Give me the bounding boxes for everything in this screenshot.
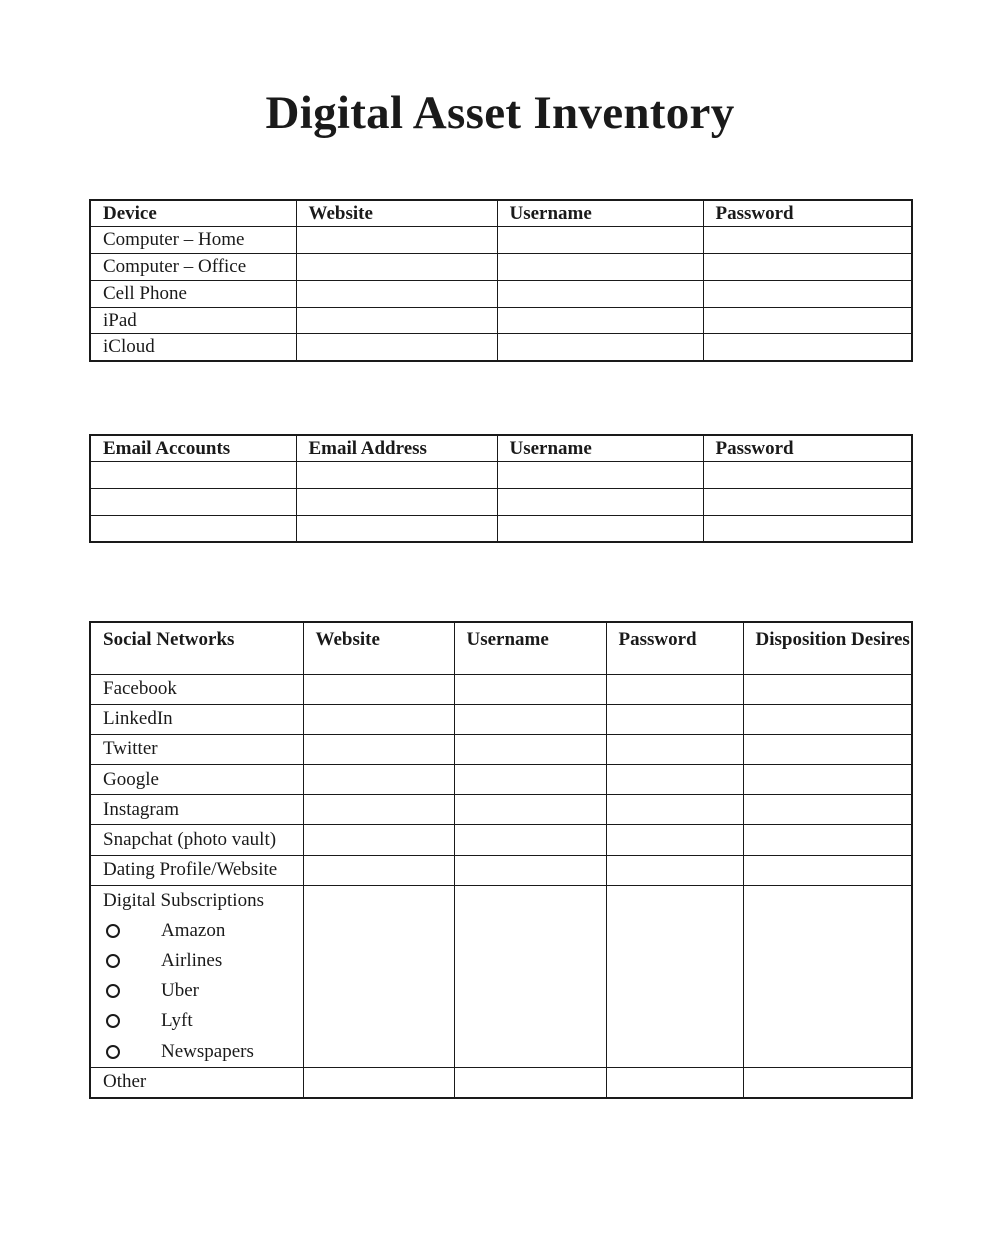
subscription-label: Amazon [161,919,226,941]
password-cell[interactable] [606,734,743,764]
website-cell[interactable] [303,1067,454,1097]
website-cell[interactable] [296,334,497,361]
row-label: Dating Profile/Website [90,855,303,885]
username-cell[interactable] [454,885,606,1067]
table-row [90,795,912,825]
password-cell[interactable] [606,885,743,1067]
disposition-cell[interactable] [743,674,912,704]
row-label: iPad [90,307,296,334]
username-cell[interactable] [454,1067,606,1097]
website-cell[interactable] [303,795,454,825]
column-header-password: Password [606,622,743,674]
password-cell[interactable] [606,704,743,734]
username-cell[interactable] [454,855,606,885]
disposition-cell[interactable] [743,734,912,764]
table-row [90,280,912,307]
row-label: Twitter [90,734,303,764]
circle-bullet-icon [106,954,120,968]
password-cell[interactable] [703,515,912,542]
column-header-social-networks: Social Networks [90,622,303,674]
website-cell[interactable] [303,765,454,795]
password-cell[interactable] [606,1067,743,1097]
column-header-website: Website [303,622,454,674]
disposition-cell[interactable] [743,825,912,855]
password-cell[interactable] [703,280,912,307]
digital-subscriptions-label: Digital Subscriptions [103,889,264,911]
table-row [90,734,912,764]
email-account-cell[interactable] [90,462,296,489]
table-row [90,765,912,795]
email-account-cell[interactable] [90,489,296,516]
website-cell[interactable] [303,855,454,885]
website-cell[interactable] [303,704,454,734]
subscription-label: Newspapers [161,1040,254,1062]
table-row-other [90,1067,912,1097]
row-label: LinkedIn [90,704,303,734]
row-label: Computer – Office [90,254,296,281]
username-cell[interactable] [454,825,606,855]
column-header-username: Username [497,435,703,462]
column-header-username: Username [497,200,703,227]
website-cell[interactable] [296,254,497,281]
username-cell[interactable] [454,674,606,704]
table-header-row [90,200,912,227]
subscription-item [103,1037,303,1067]
website-cell[interactable] [303,825,454,855]
table-header-row [90,622,912,674]
password-cell[interactable] [703,462,912,489]
email-address-cell[interactable] [296,462,497,489]
table-row [90,825,912,855]
username-cell[interactable] [454,704,606,734]
subscription-item [103,946,303,976]
table-row [90,674,912,704]
username-cell[interactable] [497,334,703,361]
website-cell[interactable] [303,734,454,764]
disposition-cell[interactable] [743,1067,912,1097]
circle-bullet-icon [106,1045,120,1059]
column-header-email-address: Email Address [296,435,497,462]
table-row [90,515,912,542]
username-cell[interactable] [454,734,606,764]
table-header-row [90,435,912,462]
username-cell[interactable] [454,765,606,795]
password-cell[interactable] [703,489,912,516]
digital-subscriptions-cell [90,885,303,1067]
table-row [90,489,912,516]
column-header-device: Device [90,200,296,227]
website-cell[interactable] [296,227,497,254]
social-networks-table [89,621,913,1099]
column-header-email-accounts: Email Accounts [90,435,296,462]
circle-bullet-icon [106,1014,120,1028]
username-cell[interactable] [497,307,703,334]
column-header-password: Password [703,200,912,227]
subscription-label: Lyft [161,1010,193,1032]
email-address-cell[interactable] [296,489,497,516]
table-row [90,227,912,254]
username-cell[interactable] [497,280,703,307]
table-row [90,254,912,281]
circle-bullet-icon [106,984,120,998]
column-header-password: Password [703,435,912,462]
password-cell[interactable] [606,825,743,855]
password-cell[interactable] [703,307,912,334]
subscription-item [103,916,303,946]
website-cell[interactable] [296,280,497,307]
row-label: Instagram [90,795,303,825]
column-header-username: Username [454,622,606,674]
email-address-cell[interactable] [296,515,497,542]
subscription-item [103,1006,303,1036]
password-cell[interactable] [606,765,743,795]
website-cell[interactable] [296,307,497,334]
row-label: iCloud [90,334,296,361]
row-label: Computer – Home [90,227,296,254]
password-cell[interactable] [606,795,743,825]
username-cell[interactable] [497,515,703,542]
row-label: Facebook [90,674,303,704]
password-cell[interactable] [606,855,743,885]
username-cell[interactable] [454,795,606,825]
table-row [90,307,912,334]
password-cell[interactable] [606,674,743,704]
subscription-label: Uber [161,980,199,1002]
row-label: Cell Phone [90,280,296,307]
disposition-cell[interactable] [743,885,912,1067]
password-cell[interactable] [703,254,912,281]
circle-bullet-icon [106,924,120,938]
disposition-cell[interactable] [743,765,912,795]
table-row-digital-subscriptions [90,885,912,1067]
table-row [90,334,912,361]
email-accounts-table [89,434,913,543]
subscription-label: Airlines [161,950,223,971]
username-cell[interactable] [497,489,703,516]
email-account-cell[interactable] [90,515,296,542]
page-title: Digital Asset Inventory [265,87,735,139]
website-cell[interactable] [303,674,454,704]
disposition-cell[interactable] [743,795,912,825]
disposition-cell[interactable] [743,704,912,734]
table-row [90,855,912,885]
subscription-item [103,976,303,1006]
column-header-disposition-desires: Disposition Desires [743,622,912,674]
password-cell[interactable] [703,227,912,254]
devices-table [89,199,913,362]
row-label: Other [90,1067,303,1097]
password-cell[interactable] [703,334,912,361]
username-cell[interactable] [497,227,703,254]
username-cell[interactable] [497,254,703,281]
username-cell[interactable] [497,462,703,489]
column-header-website: Website [296,200,497,227]
table-row [90,462,912,489]
table-row [90,704,912,734]
disposition-cell[interactable] [743,855,912,885]
row-label: Google [90,765,303,795]
row-label: Snapchat (photo vault) [90,825,303,855]
website-cell[interactable] [303,885,454,1067]
